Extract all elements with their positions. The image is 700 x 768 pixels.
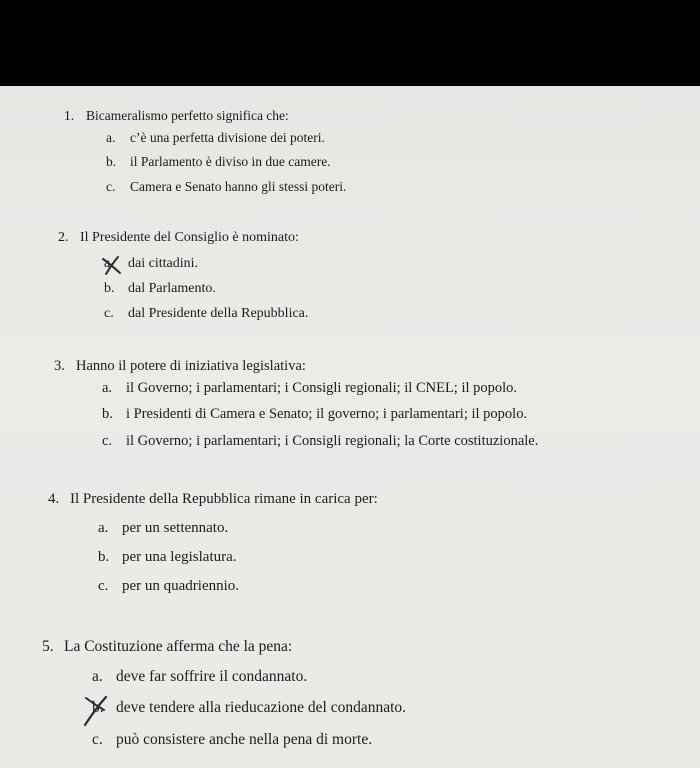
option-letter: b. — [102, 406, 113, 422]
question-4 — [48, 491, 378, 508]
option-text: dal Presidente della Repubblica. — [128, 306, 309, 321]
question-2-option-c — [104, 306, 308, 322]
option-text: può consistere anche nella pena di morte. — [116, 731, 373, 748]
question-3-option-c — [102, 433, 538, 450]
option-text: c’è una perfetta divisione dei poteri. — [130, 130, 325, 145]
question-3 — [54, 358, 306, 375]
option-text: il Governo; i parlamentari; i Consigli regionali; la Corte costituzionale. — [126, 433, 539, 449]
question-5-option-b — [92, 699, 406, 717]
option-letter: a. — [102, 380, 113, 396]
option-text: deve far soffrire il condannato. — [116, 668, 308, 685]
option-text: per un settennato. — [122, 520, 229, 536]
option-letter: b. — [98, 549, 110, 565]
option-letter: c. — [106, 179, 116, 194]
option-letter: a. — [104, 256, 114, 271]
question-1-option-c — [106, 179, 346, 195]
question-1-option-a — [106, 130, 325, 146]
question-text: Il Presidente del Consiglio è nominato: — [80, 230, 299, 245]
option-text: per una legislatura. — [122, 549, 237, 565]
option-letter: c. — [98, 578, 109, 594]
paper-sheet — [0, 86, 700, 768]
question-text: La Costituzione afferma che la pena: — [64, 638, 293, 655]
option-text: il Parlamento è diviso in due camere. — [130, 154, 331, 169]
question-3-option-b — [102, 406, 527, 423]
option-text: deve tendere alla rieducazione del condannato. — [116, 699, 407, 716]
option-text: per un quadriennio. — [122, 578, 240, 594]
option-text: dal Parlamento. — [128, 281, 216, 296]
option-letter: a. — [106, 130, 116, 145]
option-text: il Governo; i parlamentari; i Consigli regionali; il CNEL; il popolo. — [126, 380, 518, 396]
question-2-option-b — [104, 281, 216, 297]
option-letter: b. — [106, 154, 117, 169]
question-text: Bicameralismo perfetto significa che: — [86, 108, 289, 123]
question-4-option-a — [98, 520, 228, 537]
option-letter: c. — [92, 731, 103, 748]
question-number: 1. — [64, 108, 75, 123]
question-5 — [42, 638, 292, 656]
option-text: Camera e Senato hanno gli stessi poteri. — [130, 179, 347, 194]
question-number: 4. — [48, 491, 60, 507]
question-number: 2. — [58, 230, 69, 245]
option-letter: a. — [92, 668, 103, 685]
question-number: 5. — [42, 638, 54, 655]
question-2 — [58, 230, 299, 246]
option-letter: b. — [92, 699, 104, 716]
option-letter: c. — [104, 306, 114, 321]
question-4-option-b — [98, 549, 237, 566]
option-letter: b. — [104, 281, 115, 296]
option-text: i Presidenti di Camera e Senato; il governo; i parlamentari; il popolo. — [126, 406, 528, 422]
question-text: Il Presidente della Repubblica rimane in carica per: — [70, 491, 378, 507]
question-5-option-c — [92, 731, 372, 749]
question-number: 3. — [54, 358, 65, 374]
question-1 — [64, 108, 289, 124]
question-4-option-c — [98, 578, 239, 595]
option-letter: c. — [102, 433, 113, 449]
option-letter: a. — [98, 520, 109, 536]
question-text: Hanno il potere di iniziativa legislativa: — [76, 358, 306, 374]
question-5-option-a — [92, 668, 307, 686]
question-2-option-a — [104, 256, 198, 272]
option-text: dai cittadini. — [128, 256, 198, 271]
question-3-option-a — [102, 380, 517, 397]
question-1-option-b — [106, 154, 331, 170]
